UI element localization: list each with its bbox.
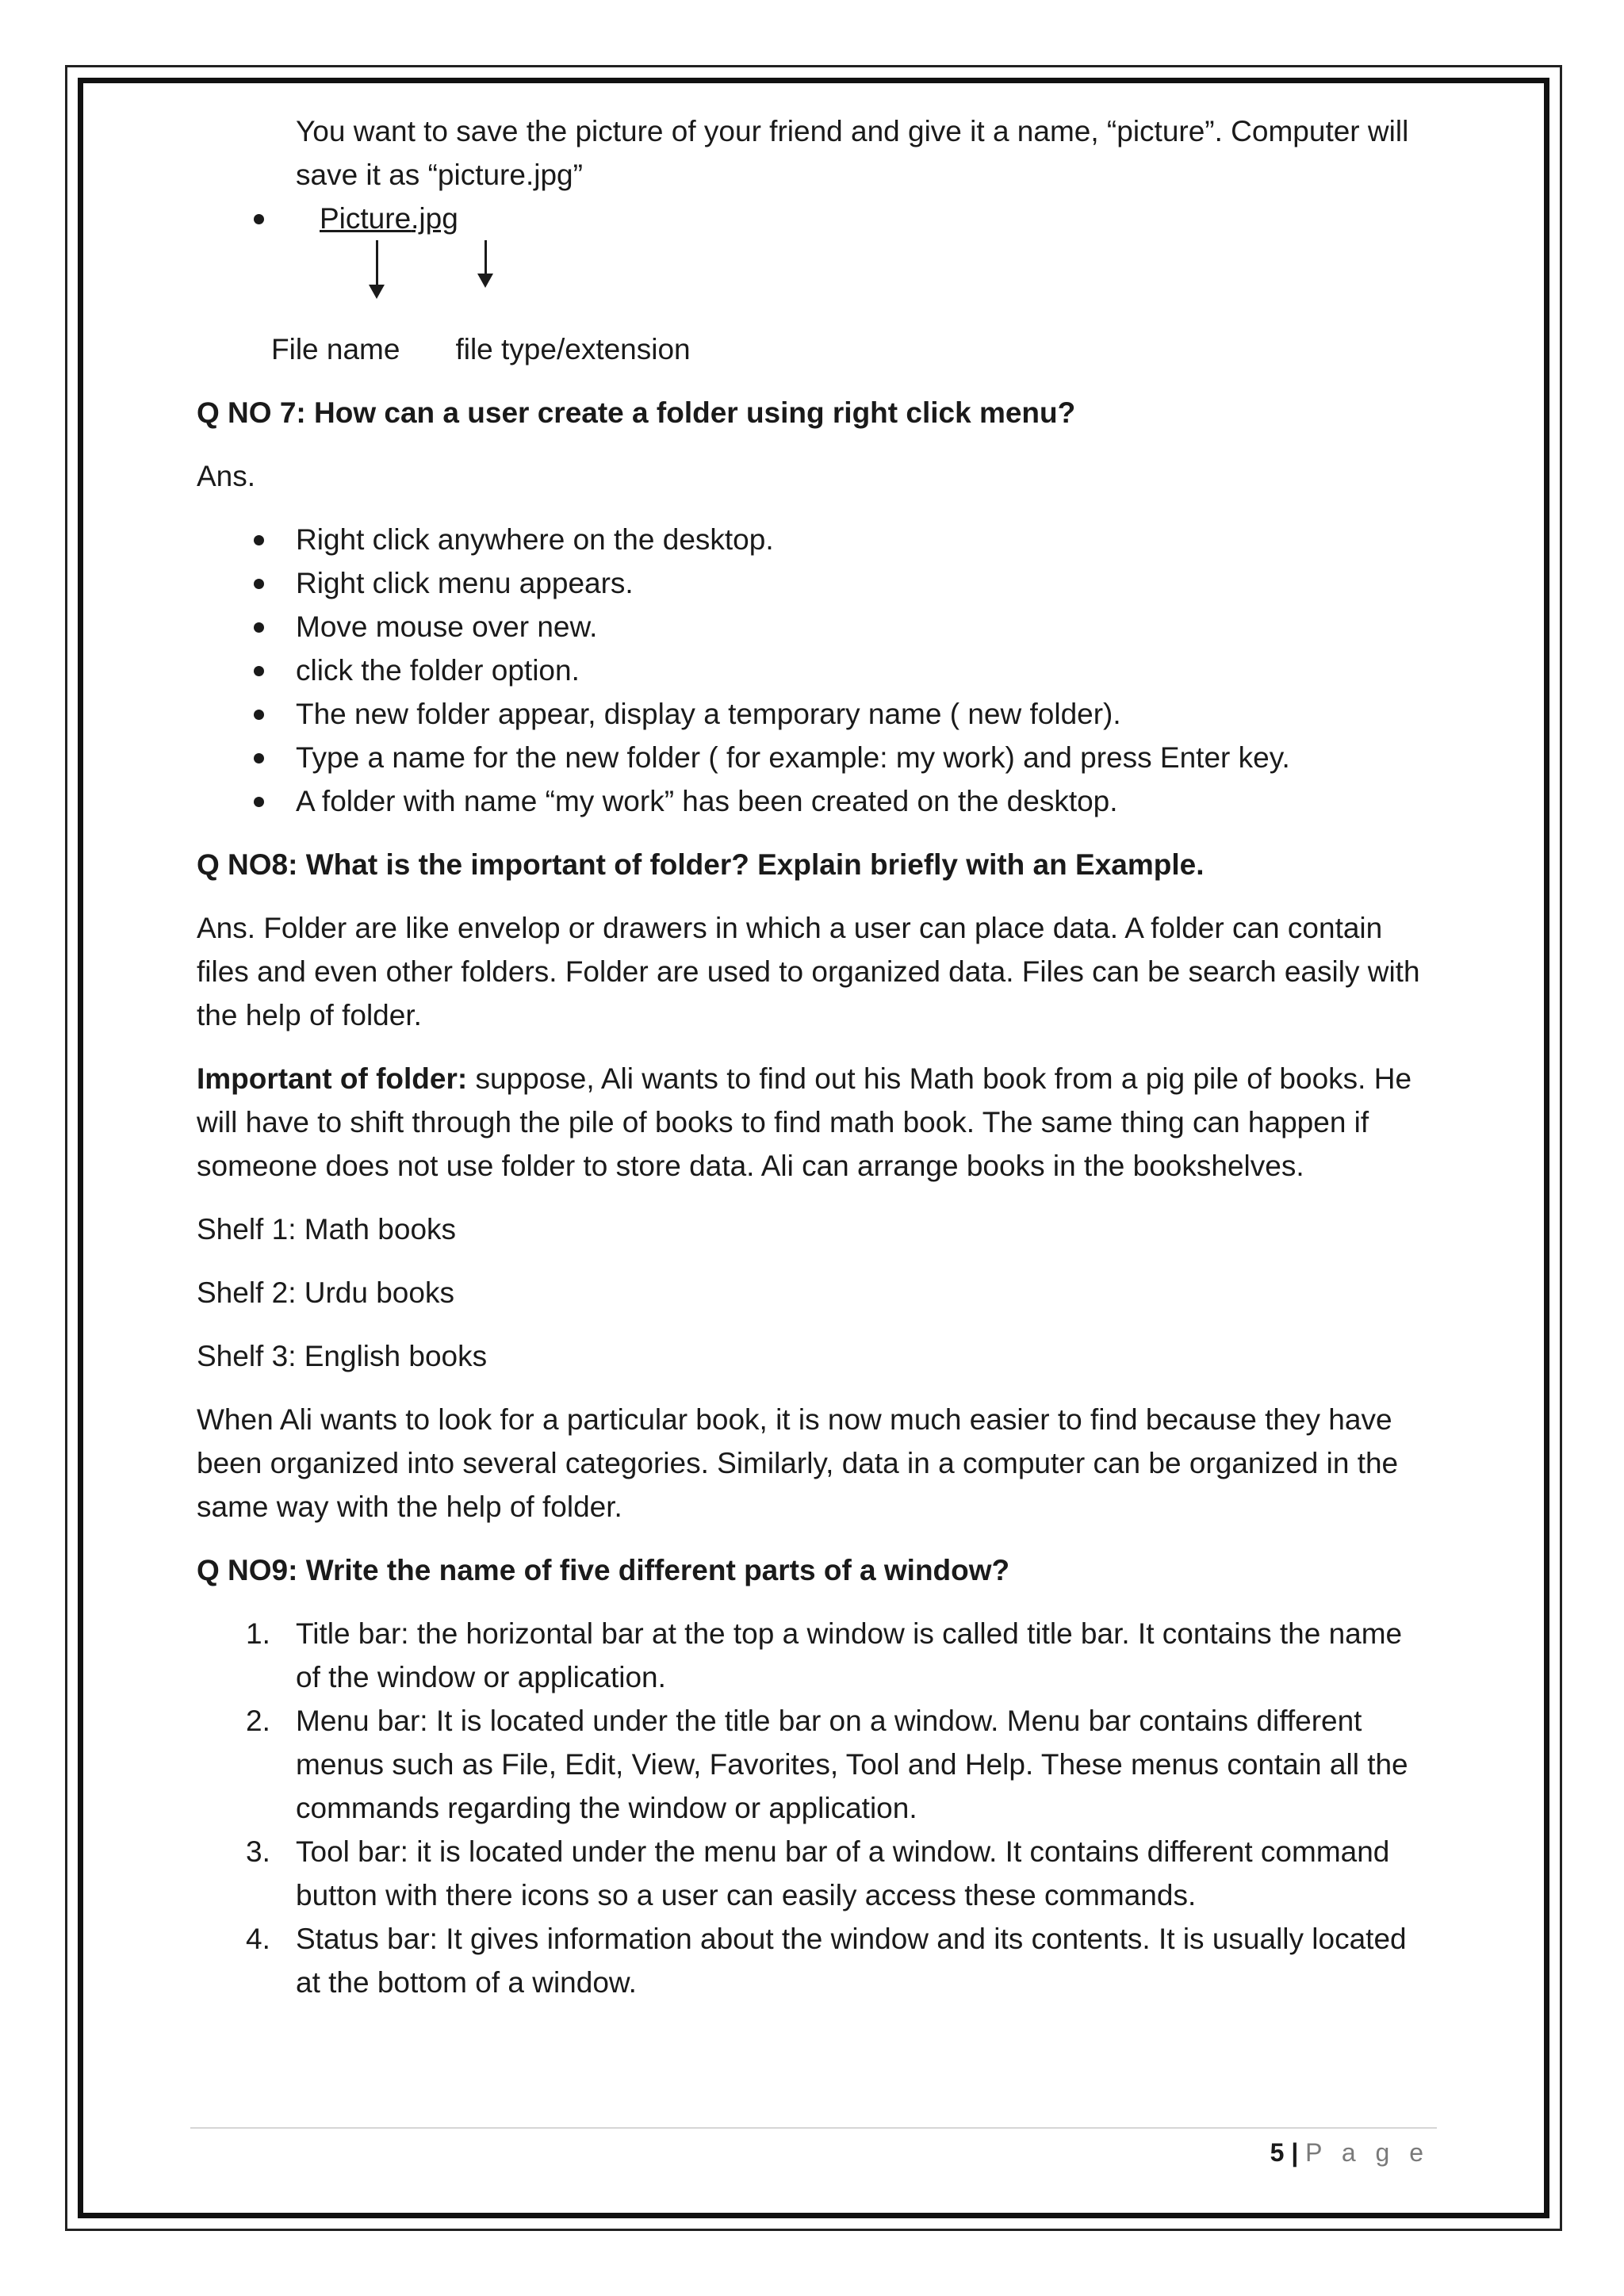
list-item: Right click anywhere on the desktop.: [197, 518, 1434, 561]
important-label: Important of folder:: [197, 1062, 468, 1095]
page-footer: [1270, 2133, 1430, 2172]
question-9: Q NO9: Write the name of five different parts of a window?: [197, 1554, 1010, 1586]
arrow-down-icon: [376, 240, 378, 286]
bullet-icon: [254, 666, 264, 676]
bullet-icon: [254, 797, 264, 807]
list-item: 4. Status bar: It gives information about the window and its contents. It is usually located at the bottom of a window.: [197, 1917, 1434, 2004]
footer-divider: [190, 2127, 1437, 2129]
q7-steps-list: [197, 518, 1434, 823]
list-item: The new folder appear, display a temporary name ( new folder).: [197, 692, 1434, 736]
arrow-down-icon: [485, 240, 487, 275]
intro-paragraph: You want to save the picture of your friend and give it a name, “picture”. Computer will save it as “picture.jpg”: [296, 115, 1409, 191]
question-8: Q NO8: What is the important of folder? Explain briefly with an Example.: [197, 848, 1205, 881]
question-7: Q NO 7: How can a user create a folder using right click menu?: [197, 396, 1076, 429]
label-filetype: file type/extension: [455, 333, 691, 365]
q9-parts-list: [197, 1612, 1434, 2004]
item-number: 4.: [246, 1923, 270, 1955]
list-item: A folder with name “my work” has been created on the desktop.: [197, 779, 1434, 823]
example-extension: .jpg: [411, 202, 458, 235]
q8-answer: Ans. Folder are like envelop or drawers in which a user can place data. A folder can contain files and even other folders. Folder are used to organized data. Files can be search easily with the help of folder.: [197, 912, 1420, 1031]
list-item: 3. Tool bar: it is located under the menu bar of a window. It contains different command button with there icons so a user can easily access these commands.: [197, 1830, 1434, 1917]
q8-conclusion: When Ali wants to look for a particular book, it is now much easier to find because they have been organized into several categories. Similarly, data in a computer can be organized in the same way with the help of folder.: [197, 1403, 1399, 1523]
filename-example: [197, 197, 1434, 240]
page-content: [197, 109, 1434, 2004]
answer-label: Ans.: [197, 460, 256, 492]
item-number: 1.: [246, 1617, 270, 1650]
bullet-icon: [254, 710, 264, 720]
list-item: Right click menu appears.: [197, 561, 1434, 605]
bullet-icon: [254, 753, 264, 763]
item-number: 3.: [246, 1835, 270, 1868]
filename-labels: [197, 327, 1434, 371]
filename-example-text: [296, 202, 458, 235]
bullet-icon: [254, 214, 264, 224]
list-item: Move mouse over new.: [197, 605, 1434, 649]
label-filename: File name: [271, 333, 400, 365]
page-number: 5: [1270, 2138, 1285, 2167]
filename-arrows: [197, 240, 1434, 327]
bullet-icon: [254, 535, 264, 545]
shelf-item: Shelf 2: Urdu books: [197, 1276, 454, 1309]
item-number: 2.: [246, 1705, 270, 1737]
example-name: Picture: [320, 202, 412, 235]
important-text: suppose, Ali wants to find out his Math book from a pig pile of books. He will have to shift through the pile of books to find math book. The same thing can happen if someone does not use folder to store data. Ali can arrange books in the bookshelves.: [197, 1062, 1412, 1182]
page-label: P a g e: [1305, 2138, 1430, 2167]
q8-important: [197, 1057, 1434, 1188]
bullet-icon: [254, 622, 264, 633]
list-item: Type a name for the new folder ( for example: my work) and press Enter key.: [197, 736, 1434, 779]
list-item: click the folder option.: [197, 649, 1434, 692]
shelf-item: Shelf 1: Math books: [197, 1213, 457, 1246]
footer-separator: |: [1291, 2138, 1299, 2167]
bullet-icon: [254, 579, 264, 589]
list-item: 1. Title bar: the horizontal bar at the top a window is called title bar. It contains the name of the window or application.: [197, 1612, 1434, 1699]
shelf-item: Shelf 3: English books: [197, 1340, 488, 1372]
list-item: 2. Menu bar: It is located under the title bar on a window. Menu bar contains different menus such as File, Edit, View, Favorites, Tool and Help. These menus contain all the commands regarding the window or application.: [197, 1699, 1434, 1830]
